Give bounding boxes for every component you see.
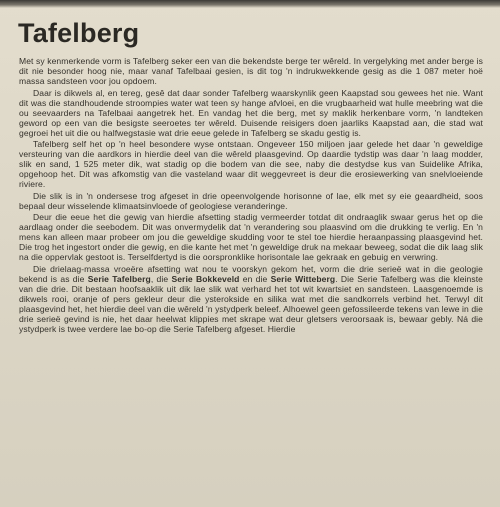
text-run: . Die Serie Tafelberg was die kleinste van die drie. Dit bestaan hoofsaaklik uit dik lae slik wat verhard het tot wit kwartsiet en sandsteen. Laasgenoemde is dikwels rooi, oranje of pers gekleur deur die ysterokside en silika wat met die sandkorrels verbind het. Terwyl dit plaasgevind het, het hierdie deel van die wêreld 'n ystydperk beleef. Alhoewel geen gefossileerde tekens van lewe in die drie serieë gevind is nie, het daar heelwat klippies met skrape wat deur gletsers veroorsaak is, bewaar gebly. Ná die ystydperk is twee verdere lae bo-op die Serie Tafelberg afgeset. Hierdie [19,273,483,335]
paragraph-p3 [19,139,483,189]
bold-term: Serie Witteberg [270,273,336,284]
text-run: Met sy kenmerkende vorm is Tafelberg seker een van die bekendste berge ter wêreld. In vergelyking met ander berge is dit nie besonder hoog nie, maar vanaf Tafelbaai gesien, is dit tog 'n indrukwekkende gesig as die 1 087 meter hoë massa sandsteen voor jou opdoem. [19,56,483,87]
text-run: Deur die eeue het die gewig van hierdie afsetting stadig vermeerder totdat dit ondraaglik swaar gerus het op die aardlaag onder die seebodem. Dit was onvermydelik dat 'n verandering sou plaasvind om die drukking te verlig. En 'n mens kan alleen maar probeer om jou die geweldige skudding voor te stel toe hierdie heraanpassing plaasgevind het. Die trog het ingestort onder die gewig, en die kante het met 'n geweldige druk na mekaar beweeg, sodat die dik laag slik na die oppervlak gestoot is. Terselfdertyd is die oorspronklike horisontale lae gekraak en gebuig en verwring. [19,212,483,263]
paragraph-p4 [19,191,483,211]
text-run: Die drielaag-massa vroeëre afsetting wat nou te voorskyn gekom het, vorm die drie serieë wat in die geologie bekend is as die [19,263,483,284]
page-title: Tafelberg [18,18,140,48]
text-run: Tafelberg self het op 'n heel besondere wyse ontstaan. Ongeveer 150 miljoen jaar gelede het daar 'n geweldige versteuring van die aardkors in hierdie deel van die wêreld plaasgevind. Op daardie tydstip was daar 'n laag modder, slik en sand, 1 525 meter dik, wat stadig op die bodem van die see, naby die destydse kus van Suidelike Afrika, opgehoop het. Dit was afkomstig van die vasteland waar dit weggevreet is deur die erosiewerking van snelvloeiende riviere. [19,139,483,190]
paragraph-p5 [19,212,483,262]
text-run: en die [239,273,271,284]
paragraph-p6 [19,264,483,334]
article-body [19,56,483,336]
paragraph-p1 [19,56,483,86]
bold-term: Serie Bokkeveld [171,273,240,284]
bold-term: Serie Tafelberg [87,273,151,284]
text-run: Daar is dikwels al, en tereg, gesê dat daar sonder Tafelberg waarskynlik geen Kaapstad sou gewees het nie. Want dit was die standhoudende stroompies water wat teen sy hange afvloei, en die vrugbaarheid wat hulle meebring wat die ou seevaarders na Tafelbaai aangetrek het. En vandag het die berg, met sy maklik herkenbare vorm, 'n landteken geword op een van die besigste seeroetes ter wêreld. Duisende reisigers doen jaarliks Kaapstad aan, die stad wat gegroei het uit die ou halfwegstasie wat drie eeue gelede in Tafelberg se skadu gestig is. [19,87,483,138]
paragraph-p2 [19,88,483,138]
page-top-edge [0,0,500,8]
text-run: Die slik is in 'n ondersese trog afgeset in drie opeenvolgende horisonne of lae, elk met sy eie geaardheid, soos bepaal deur wisselende klimaatsinvloede of geologiese veranderinge. [19,190,483,211]
text-run: , die [150,273,172,284]
